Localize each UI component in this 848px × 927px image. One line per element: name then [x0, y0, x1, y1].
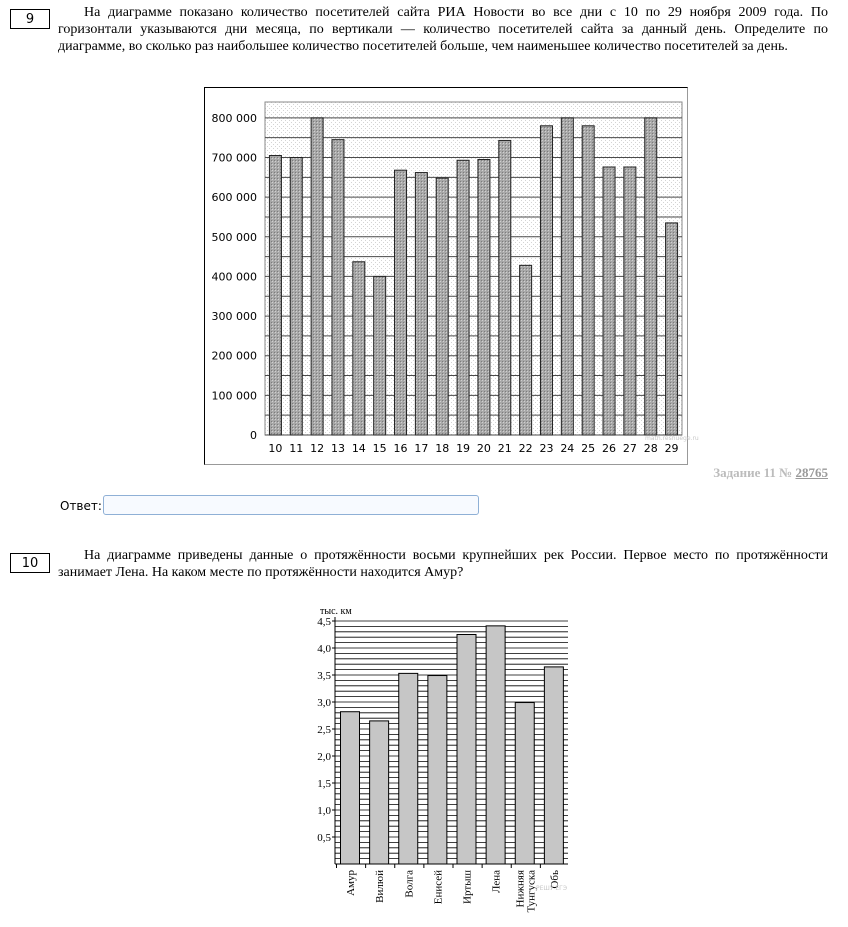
chart2-bar-1 — [370, 721, 389, 864]
chart1-bar-23 — [540, 126, 552, 435]
chart1-bar-18 — [436, 178, 448, 435]
chart2-bar-0 — [341, 712, 360, 864]
question-10-body: На диаграмме приведены данные о протяжённости восьми крупнейших рек России. Первое место по протяжённости занимает Лена. На каком месте по протяжённости находится Амур? — [58, 548, 828, 580]
chart2-ytick-label: 1,0 — [317, 805, 331, 817]
chart2-bar-7 — [544, 667, 563, 864]
visitors-chart — [204, 87, 699, 465]
chart1-xtick-label: 14 — [351, 442, 366, 455]
chart1-xtick-label: 20 — [476, 442, 491, 455]
chart1-xtick-label: 16 — [393, 442, 408, 455]
chart1-xtick-label: 24 — [560, 442, 575, 455]
chart1-xtick-label: 27 — [622, 442, 637, 455]
chart1-xtick-label: 29 — [664, 442, 679, 455]
chart2-xtick-label: Амур — [345, 870, 357, 896]
chart2-xtick-label-group — [374, 870, 386, 903]
chart2-xtick-label: Иртыш — [461, 870, 474, 904]
chart1-bar-10 — [269, 156, 281, 435]
chart2-ytick-label: 3,5 — [317, 670, 331, 682]
chart2-bar-4 — [457, 635, 476, 865]
chart2-watermark: РЕШУ ЕГЭ — [536, 885, 568, 892]
chart2-xtick-label: Енисей — [432, 870, 445, 905]
chart1-ytick-label: 600 000 — [211, 191, 257, 205]
chart2-xtick-label-group — [514, 870, 537, 913]
chart1-xtick-label: 15 — [372, 442, 387, 455]
task-number-link[interactable]: 28765 — [795, 465, 828, 480]
chart1-bar-11 — [290, 158, 302, 436]
chart1-bar-21 — [499, 140, 511, 435]
chart1-bar-26 — [603, 167, 615, 435]
answer-label: Ответ: — [60, 499, 102, 513]
chart2-xtick-label: Лена — [490, 870, 503, 894]
chart1-xtick-label: 25 — [581, 442, 596, 455]
chart1-ytick-label: 0 — [250, 429, 257, 442]
chart1-xtick-label: 13 — [330, 442, 345, 455]
chart1-bar-13 — [332, 140, 344, 435]
question-9-body: На диаграмме показано количество посетителей сайта РИА Новости во все дни с 10 по 29 ноября 2009 года. По горизонтали указываются дни месяца, по вертикали — количество посетителей сайта за данный день. Определите по диаграмме, во сколько раз наибольшее количество посетителей больше, чем наименьшее количество посетителей за день. — [58, 5, 828, 54]
answer-input[interactable] — [103, 495, 479, 515]
question-number-10: 10 — [10, 553, 50, 573]
chart1-ytick-label: 300 000 — [211, 310, 257, 324]
chart2-ytick-label: 0,5 — [317, 832, 331, 844]
chart2-ytick-label: 3,0 — [317, 697, 331, 709]
chart1-plot-area — [265, 102, 682, 435]
chart1-bar-16 — [395, 170, 407, 435]
chart1-ytick-label: 200 000 — [211, 349, 257, 363]
chart1-xtick-label: 23 — [539, 442, 554, 455]
chart1-ytick-label: 700 000 — [211, 151, 257, 165]
chart2-xtick-label: Вилюй — [374, 870, 387, 903]
chart1-bar-24 — [561, 118, 573, 435]
chart2-ytick-label: 4,0 — [317, 643, 331, 655]
chart2-bar-3 — [428, 676, 447, 864]
chart1-bar-22 — [520, 265, 532, 435]
chart1-xtick-label: 10 — [268, 442, 283, 455]
chart2-ytick-label: 2,5 — [317, 724, 331, 736]
visitors-chart-svg — [205, 88, 699, 464]
chart1-xtick-label: 12 — [310, 442, 325, 455]
chart1-xtick-label: 11 — [289, 442, 304, 455]
chart1-ytick-label: 400 000 — [211, 270, 257, 284]
chart2-ytick-label: 2,0 — [317, 751, 331, 763]
question-number-9: 9 — [10, 9, 50, 29]
chart1-xtick-label: 18 — [435, 442, 450, 455]
chart1-bar-28 — [645, 118, 657, 435]
chart1-bar-27 — [624, 167, 636, 435]
chart2-xtick-label: Нижняя — [514, 870, 527, 908]
chart1-bar-19 — [457, 160, 469, 435]
chart2-ytick-label: 4,5 — [317, 616, 331, 628]
chart1-ytick-label: 100 000 — [211, 389, 257, 403]
chart1-xtick-label: 28 — [643, 442, 658, 455]
chart1-bar-29 — [666, 223, 678, 435]
chart2-bar-2 — [399, 673, 418, 864]
chart2-xtick-label: Обь — [548, 870, 561, 889]
chart1-xtick-label: 17 — [414, 442, 429, 455]
chart2-ytick-label: 1,5 — [317, 778, 331, 790]
question-9-text — [58, 4, 828, 55]
chart2-bar-5 — [486, 626, 505, 864]
task-label: Задание 11 № — [713, 465, 793, 480]
chart1-bar-14 — [353, 262, 365, 435]
chart2-xtick-label-group — [462, 869, 474, 903]
chart2-bar-6 — [515, 703, 534, 864]
chart2-xtick-label-group — [491, 870, 503, 893]
chart2-xtick-label-group — [432, 870, 444, 904]
chart1-xtick-label: 21 — [497, 442, 512, 455]
chart1-ytick-label: 500 000 — [211, 230, 257, 244]
chart1-ytick-label: 800 000 — [211, 111, 257, 125]
task-link — [690, 465, 828, 481]
rivers-ylabel: тыс. км — [320, 606, 352, 617]
question-10-text — [58, 547, 828, 581]
chart1-xtick-label: 22 — [518, 442, 533, 455]
chart2-xtick-label-group — [345, 870, 357, 896]
chart1-bar-25 — [582, 126, 594, 435]
chart1-xtick-label: 26 — [602, 442, 617, 455]
chart1-bar-15 — [374, 276, 386, 435]
chart2-xtick-label: Волга — [403, 870, 416, 898]
chart1-bar-17 — [415, 173, 427, 435]
chart1-bar-12 — [311, 118, 323, 435]
rivers-chart — [300, 600, 580, 922]
chart2-xtick-label-group — [403, 870, 415, 898]
chart1-watermark: math.reshuege.ru — [645, 435, 699, 442]
rivers-chart-svg — [300, 600, 580, 922]
chart2-xtick-label: Тунгуска — [525, 870, 538, 913]
chart1-bar-20 — [478, 159, 490, 435]
chart1-xtick-label: 19 — [456, 442, 471, 455]
